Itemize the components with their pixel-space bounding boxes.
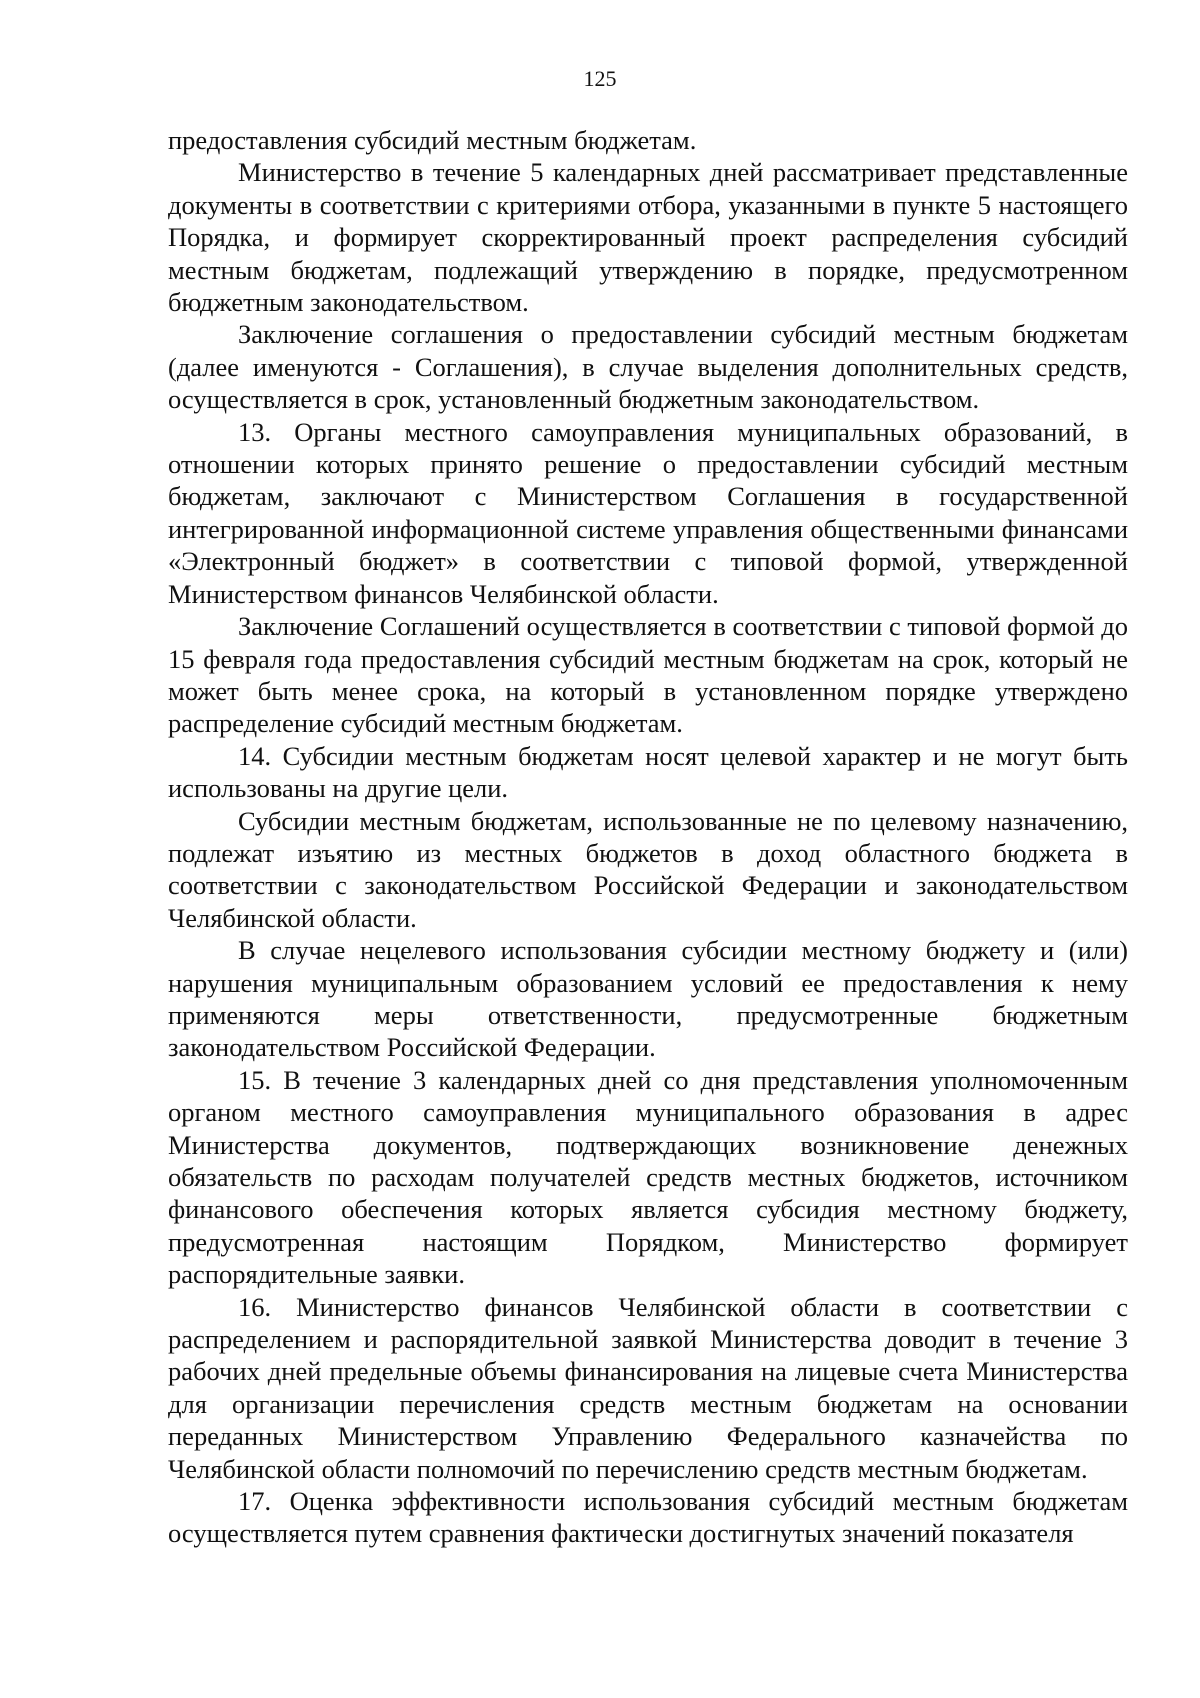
document-body	[168, 124, 1128, 1550]
paragraph-agreement-conclusion: Заключение соглашения о предоставлении субсидий местным бюджетам (далее именуются - Соглашения), в случае выделения дополнительных средств, осуществляется в срок, установленный бюджетным законодательством.	[168, 319, 1128, 415]
paragraph-item-14: 14. Субсидии местным бюджетам носят целевой характер и не могут быть использованы на другие цели.	[168, 740, 1128, 804]
paragraph-misuse-liability: В случае нецелевого использования субсидии местному бюджету и (или) нарушения муниципальным образованием условий ее предоставления к нему применяются меры ответственности, предусмотренные бюджетным законодательством Российской Федерации.	[168, 935, 1128, 1063]
paragraph-item-17: 17. Оценка эффективности использования субсидий местным бюджетам осуществляется путем сравнения фактически достигнутых значений показателя	[168, 1486, 1128, 1549]
paragraph-ministry-review: Министерство в течение 5 календарных дней рассматривает представленные документы в соответствии с критериями отбора, указанными в пункте 5 настоящего Порядка, и формирует скорректированный проект распределения субсидий местным бюджетам, подлежащий утверждению в порядке, предусмотренном бюджетным законодательством.	[168, 157, 1128, 318]
paragraph-agreement-deadline: Заключение Соглашений осуществляется в соответствии с типовой формой до 15 февраля года предоставления субсидий местным бюджетам на срок, который не может быть менее срока, на который в установленном порядке утверждено распределение субсидий местным бюджетам.	[168, 611, 1128, 739]
page-number: 125	[583, 66, 617, 91]
paragraph-item-13: 13. Органы местного самоуправления муниципальных образований, в отношении которых принято решение о предоставлении субсидий местным бюджетам, заключают с Министерством Соглашения в государственной интегрированной информационной системе управления общественными финансами «Электронный бюджет» в соответствии с типовой формой, утвержденной Министерством финансов Челябинской области.	[168, 416, 1128, 609]
paragraph-misuse-withdrawal: Субсидии местным бюджетам, использованные не по целевому назначению, подлежат изъятию из местных бюджетов в доход областного бюджета в соответствии с законодательством Российской Федерации и законодательством Челябинской области.	[168, 805, 1128, 933]
paragraph-item-15: 15. В течение 3 календарных дней со дня представления уполномоченным органом местного самоуправления муниципального образования в адрес Министерства документов, подтверждающих возникновение денежных обязательств по расходам получателей средств местных бюджетов, источником финансового обеспечения которых является субсидия местному бюджету, предусмотренная настоящим Порядком, Министерство формирует распорядительные заявки.	[168, 1064, 1128, 1290]
paragraph-continuation: предоставления субсидий местным бюджетам.	[168, 125, 697, 155]
paragraph-item-16: 16. Министерство финансов Челябинской области в соответствии с распределением и распорядительной заявкой Министерства доводит в течение 3 рабочих дней предельные объемы финансирования на лицевые счета Министерства для организации перечисления средств местным бюджетам на основании переданных Министерством Управлению Федерального казначейства по Челябинской области полномочий по перечислению средств местным бюджетам.	[168, 1291, 1128, 1484]
